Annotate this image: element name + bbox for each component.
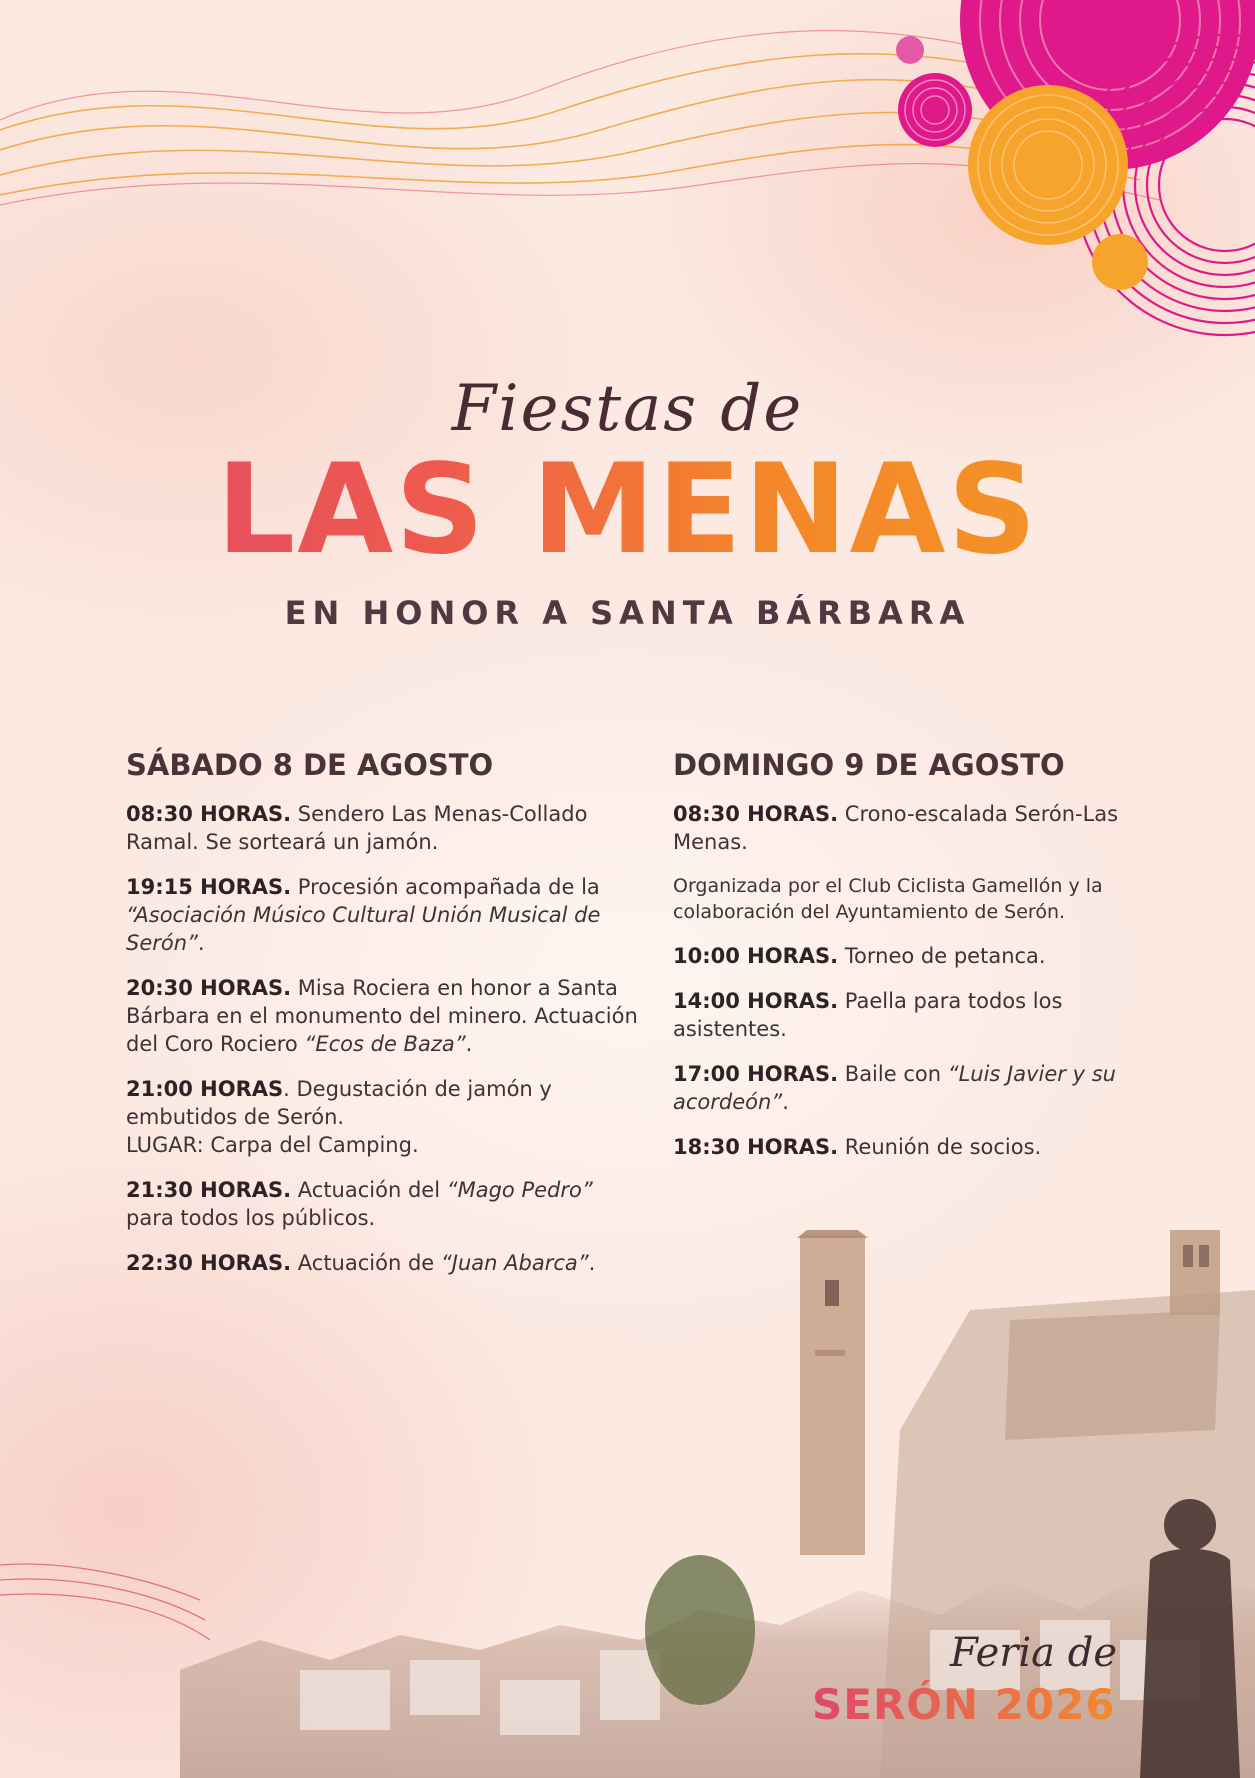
event-time: 18:30 HORAS. (673, 1135, 839, 1159)
event-italic: “Juan Abarca” (440, 1251, 589, 1275)
schedule-item (126, 1075, 641, 1159)
footer-logo-text: SERÓN 2026 (812, 1680, 1116, 1729)
event-tail: . (197, 931, 205, 955)
sunday-heading: DOMINGO 9 DE AGOSTO (673, 748, 1065, 782)
event-location: LUGAR: Carpa del Camping. (126, 1133, 419, 1157)
event-text: Reunión de socios. (838, 1135, 1042, 1159)
sunday-column (673, 748, 1163, 1178)
footer-script-text: Feria de (950, 1630, 1117, 1676)
event-tail: . (465, 1032, 473, 1056)
schedule-item (126, 1176, 641, 1232)
saturday-column (126, 748, 641, 1294)
event-italic: “Mago Pedro” (446, 1178, 593, 1202)
subtitle: EN HONOR A SANTA BÁRBARA (284, 594, 971, 632)
event-italic: “Asociación Músico Cultural Unión Musical de Serón” (126, 903, 601, 955)
event-time: 08:30 HORAS. (126, 802, 292, 826)
saturday-heading: SÁBADO 8 DE AGOSTO (126, 748, 494, 782)
schedule-item (673, 1060, 1163, 1116)
event-italic: “Luis Javier y su acordeón” (673, 1062, 1116, 1114)
event-text: Misa Rociera en honor a Santa Bárbara en el monumento del minero. Actuación del Coro Rociero (126, 976, 638, 1056)
event-time: 21:30 HORAS. (126, 1178, 292, 1202)
event-time: 19:15 HORAS. (126, 875, 292, 899)
event-text: Procesión acompañada de la (291, 875, 600, 899)
event-time: 17:00 HORAS. (673, 1062, 839, 1086)
main-title: LAS MENAS (0, 448, 1255, 572)
decorative-circles-and-lines (0, 0, 1255, 340)
schedule-note: Organizada por el Club Ciclista Gamellón y la colaboración del Ayuntamiento de Serón. (673, 875, 1103, 923)
event-time: 14:00 HORAS. (673, 989, 839, 1013)
event-italic: “Ecos de Baza” (304, 1032, 466, 1056)
event-time: 21:00 HORAS (126, 1077, 284, 1101)
event-text: Torneo de petanca. (838, 944, 1046, 968)
event-tail: . (588, 1251, 596, 1275)
event-time: 10:00 HORAS. (673, 944, 839, 968)
event-tail: . (782, 1090, 789, 1114)
event-text: Paella para todos los asistentes. (673, 989, 1063, 1041)
event-tail: para todos los públicos. (126, 1206, 376, 1230)
schedule-item (673, 942, 1163, 970)
schedule-item (126, 800, 641, 856)
event-time: 08:30 HORAS. (673, 802, 839, 826)
schedule-item (673, 800, 1163, 856)
event-text: Baile con (838, 1062, 948, 1086)
event-time: 22:30 HORAS. (126, 1251, 292, 1275)
schedule-item (673, 987, 1163, 1043)
event-text: Crono-escalada Serón-Las Menas. (673, 802, 1119, 854)
schedule-item (126, 873, 641, 957)
event-time: 20:30 HORAS. (126, 976, 292, 1000)
schedule-item (673, 1133, 1163, 1161)
schedule-item (126, 974, 641, 1058)
event-text: Actuación de (291, 1251, 441, 1275)
event-text: Actuación del (291, 1178, 447, 1202)
event-text: . Degustación de jamón y embutidos de Serón. (126, 1077, 552, 1129)
event-text: Sendero Las Menas-Collado Ramal. Se sorteará un jamón. (126, 802, 588, 854)
script-title: Fiestas de (451, 372, 804, 446)
